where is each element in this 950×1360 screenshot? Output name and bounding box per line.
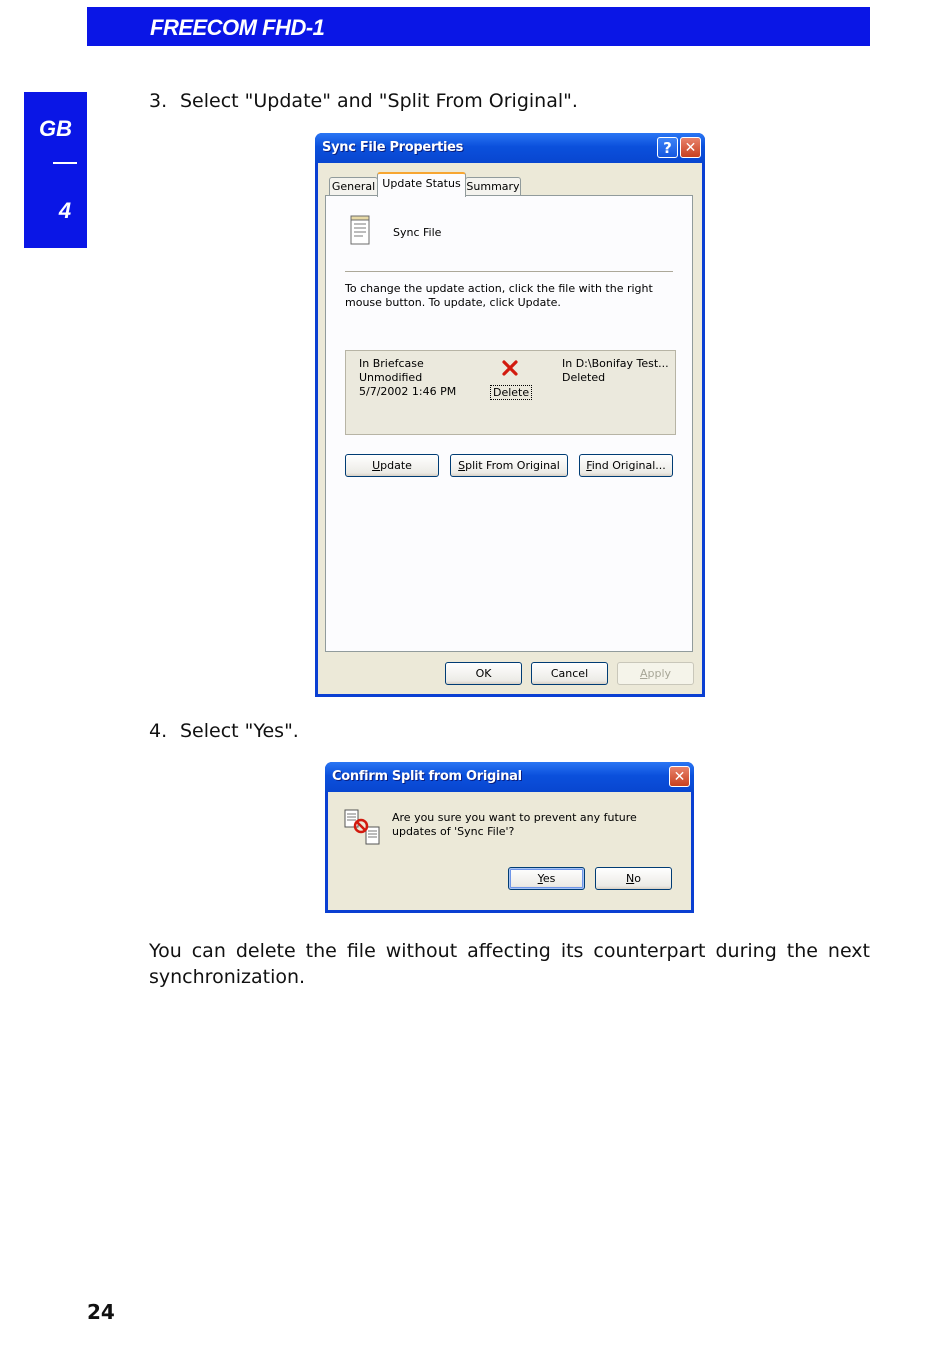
body-paragraph: You can delete the file without affecting its counterpart during the next synchronization.	[149, 940, 870, 988]
split-from-original-button[interactable]: Split From Original	[450, 454, 568, 477]
ok-button[interactable]: OK	[445, 662, 522, 685]
find-original-button[interactable]: Find Original...	[579, 454, 673, 477]
file-name: Sync File	[393, 226, 442, 239]
update-button[interactable]: Update	[345, 454, 439, 477]
dialog-body	[318, 163, 702, 694]
page-number: 24	[87, 1300, 115, 1324]
step-text: Select "Update" and "Split From Original".	[180, 90, 578, 112]
step-4	[149, 720, 299, 742]
side-chapter-number: 4	[58, 198, 72, 223]
briefcase-location: In Briefcase	[359, 357, 424, 370]
step-number: 3.	[149, 90, 168, 112]
header-title: FREECOM FHD-1	[150, 15, 325, 40]
close-icon[interactable]: ✕	[669, 766, 690, 787]
dialog-body	[328, 792, 691, 910]
divider	[345, 271, 673, 272]
apply-button[interactable]: Apply	[617, 662, 694, 685]
briefcase-status	[359, 357, 456, 399]
target-status	[562, 357, 669, 385]
step-text: Select "Yes".	[180, 720, 299, 742]
cancel-button[interactable]: Cancel	[531, 662, 608, 685]
step-number: 4.	[149, 720, 168, 742]
tab-summary[interactable]: Summary	[465, 177, 521, 196]
help-icon[interactable]: ?	[657, 137, 678, 158]
instructions-text: To change the update action, click the file with the right mouse button. To update, click Update.	[345, 282, 653, 309]
no-button[interactable]: No	[595, 867, 672, 890]
side-language-tab	[24, 92, 87, 248]
update-status-panel	[325, 195, 693, 652]
action-label-wrap	[491, 386, 531, 399]
confirm-split-dialog	[325, 762, 694, 913]
delete-action-label: Delete	[493, 386, 530, 399]
briefcase-date: 5/7/2002 1:46 PM	[359, 385, 457, 398]
tab-update-status[interactable]: Update Status	[377, 172, 466, 197]
file-status-box[interactable]	[345, 350, 676, 435]
confirm-message: Are you sure you want to prevent any future updates of 'Sync File'?	[392, 811, 637, 838]
close-icon[interactable]: ✕	[680, 137, 701, 158]
dialog-title-bar	[325, 762, 694, 792]
target-state: Deleted	[562, 371, 606, 384]
briefcase-state: Unmodified	[359, 371, 423, 384]
side-language-code: GB	[39, 116, 72, 141]
step-3	[149, 90, 578, 112]
file-icon	[349, 214, 371, 246]
delete-x-icon	[501, 359, 519, 377]
dialog-title-bar	[315, 133, 705, 163]
split-file-icon	[342, 808, 382, 848]
target-location: In D:\Bonifay Test...	[562, 357, 669, 370]
sync-file-properties-dialog	[315, 133, 705, 697]
dialog-title: Sync File Properties	[322, 140, 464, 155]
header-bar	[87, 7, 870, 46]
dialog-title: Confirm Split from Original	[332, 769, 522, 784]
tab-general[interactable]: General	[329, 177, 378, 196]
yes-button[interactable]: Yes	[508, 867, 585, 890]
side-divider	[53, 162, 77, 164]
